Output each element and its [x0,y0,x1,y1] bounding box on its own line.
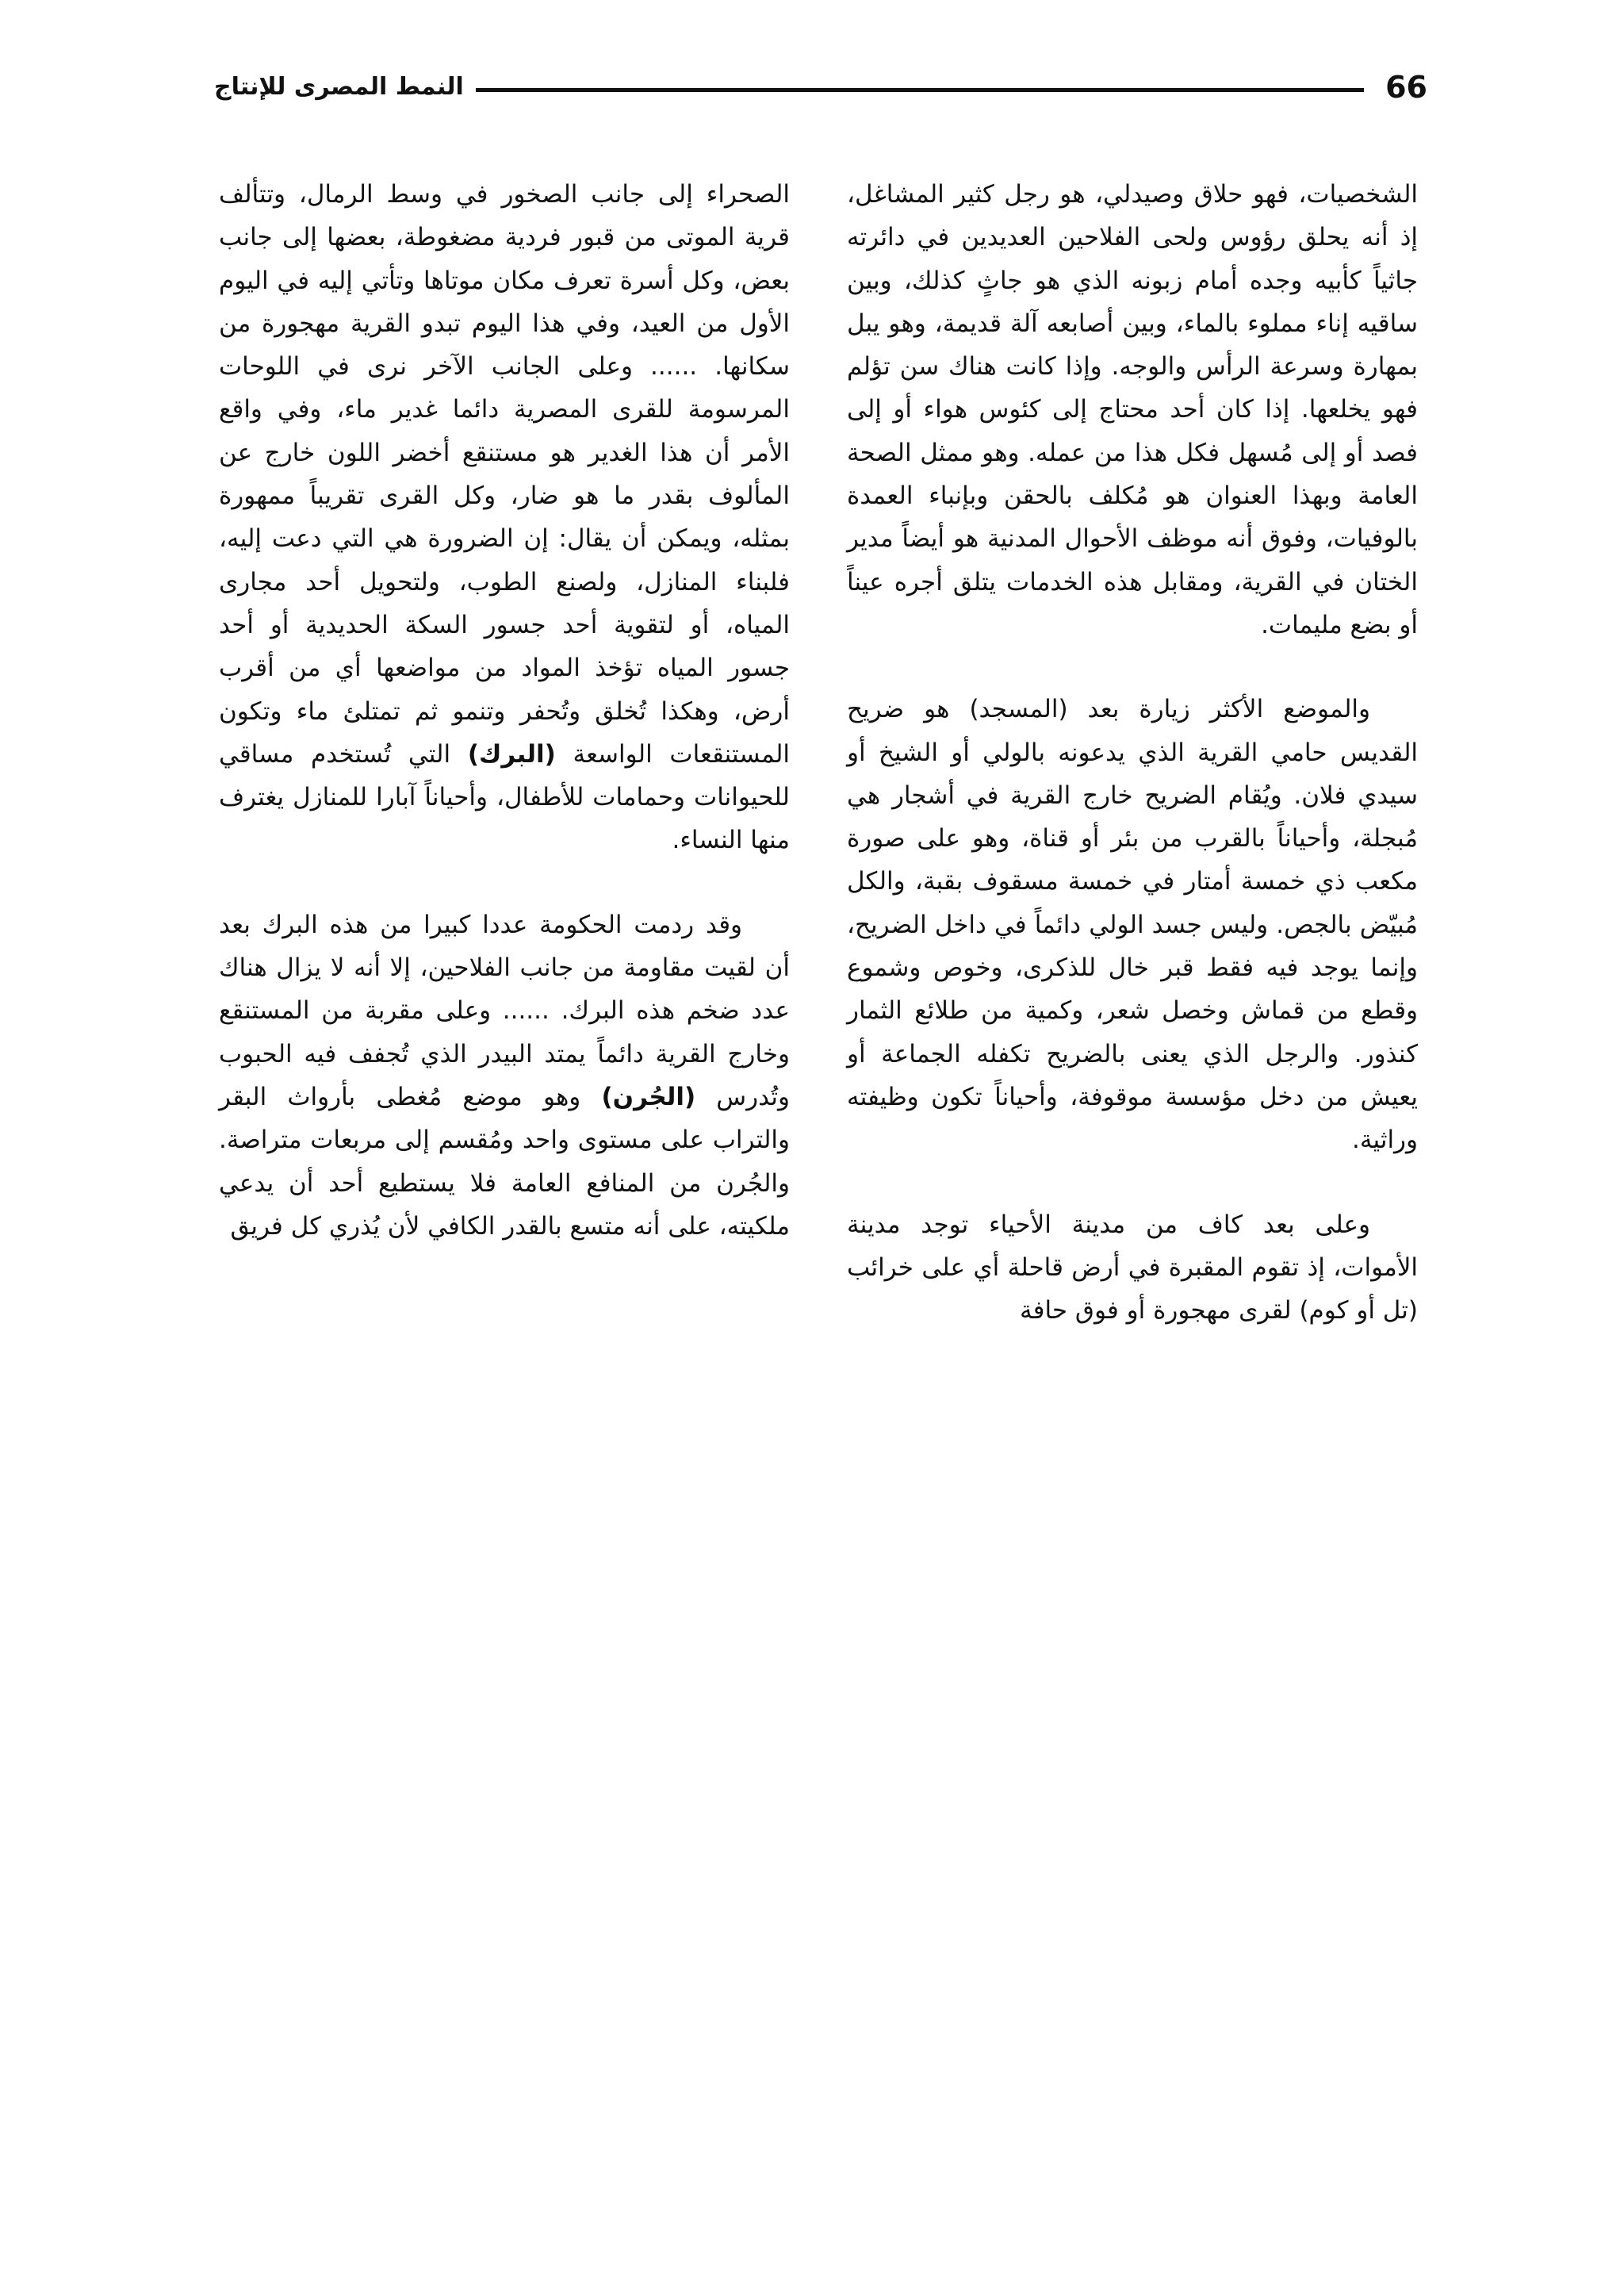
paragraph: وعلى بعد كاف من مدينة الأحياء توجد مدينة الأموات، إذ تقوم المقبرة في أرض قاحلة أي على خرائب (تل أو كوم) لقرى مهجورة أو فوق حافة [847,1210,1418,1325]
bold-term: (الجُرن) [601,1082,696,1111]
header-rule [476,88,1364,92]
running-header [214,67,1427,114]
paragraph: الشخصيات، فهو حلاق وصيدلي، هو رجل كثير المشاغل، إذ أنه يحلق رؤوس ولحى الفلاحين العديدين في دائرته جاثياً كأبيه وجده أمام زبونه الذي هو جاثٍ كذلك، وبين ساقيه إناء مملوء بالماء، وبين أصابعه آلة قديمة، وهو يبل بمهارة وسرعة الرأس والوجه. وإذا كانت هناك سن تؤلم فهو يخلعها. إذا كان أحد محتاج إلى كئوس هواء أو إلى فصد أو إلى مُسهل فكل هذا من عمله. وهو ممثل الصحة العامة وبهذا العنوان هو مُكلف بالحقن وبإنباء العمدة بالوفيات، وفوق أنه موظف الأحوال المدنية هو أيضاً مدير الختان في القرية، ومقابل هذه الخدمات يتلق أجره عيناً أو بضع مليمات. [847,180,1418,639]
paragraph-text: وقد ردمت الحكومة عددا كبيرا من هذه البرك بعد أن لقيت مقاومة من جانب الفلاحين، إلا أنه لا يزال هناك عدد ضخم هذه البرك. ...... وعلى مقربة من المستنقع وخارج القرية دائماً يمتد البيدر الذي تُجفف فيه الحبوب وتُدرس [219,910,790,1111]
paragraph [219,173,790,862]
paragraph [219,903,790,1248]
paragraph-text: التي تُستخدم مساقي للحيوانات وحمامات للأطفال، وأحياناً آبارا للمنازل يغترف منها النساء. [219,739,790,855]
left-column [219,173,790,1248]
right-column [847,173,1418,1332]
paragraph-text: الصحراء إلى جانب الصخور في وسط الرمال، وتتألف قرية الموتى من قبور فردية مضغوطة، بعضها إلى جانب بعض، وكل أسرة تعرف مكان موتاها وتأتي إليه في اليوم الأول من العيد، وفي هذا اليوم تبدو القرية مهجورة من سكانها. ...... وعلى الجانب الآخر نرى في اللوحات المرسومة للقرى المصرية دائما غدير ماء، وفي واقع الأمر أن هذا الغدير هو مستنقع أخضر اللون خارج عن المألوف بقدر ما هو ضار، وكل القرى تقريباً ممهورة بمثله، ويمكن أن يقال: إن الضرورة هي التي دعت إليه، فلبناء المنازل، ولصنع الطوب، ولتحويل أحد مجارى المياه، أو لتقوية أحد جسور السكة الحديدية أو أحد جسور المياه تؤخذ المواد من مواضعها أي من أقرب أرض، وهكذا تُخلق وتُحفر وتنمو ثم تمتلئ ماء وتكون المستنقعات الواسعة [219,180,791,769]
page-number: 66 [1385,70,1427,105]
paragraph: والموضع الأكثر زيارة بعد (المسجد) هو ضريح القديس حامي القرية الذي يدعونه بالولي أو الشيخ أو سيدي فلان. ويُقام الضريح خارج القرية في أشجار هي مُبجلة، وأحياناً بالقرب من بئر أو قناة، وهو على صورة مكعب ذي خمسة أمتار في خمسة مسقوف بقبة، والكل مُبيّض بالجص. وليس جسد الولي دائماً في داخل الضريح، وإنما يوجد فيه فقط قبر خال للذكرى، وخوص وشموع وقطع من قماش وخصل شعر، وكمية من طلائع الثمار كنذور. والرجل الذي يعنى بالضريح تكفله الجماعة أو يعيش من دخل مؤسسة موقوفة، وأحياناً تكون وظيفته وراثية. [847,695,1418,1155]
paragraph-text: وهو موضع مُغطى بأرواث البقر والتراب على مستوى واحد ومُقسم إلى مربعات متراصة. والجُرن من المنافع العامة فلا يستطيع أحد أن يدعي ملكيته، على أنه متسع بالقدر الكافي لأن يُذري كل فريق [219,1082,790,1241]
running-title: النمط المصرى للإنتاج [214,73,464,101]
bold-term: (البرك) [467,739,556,769]
